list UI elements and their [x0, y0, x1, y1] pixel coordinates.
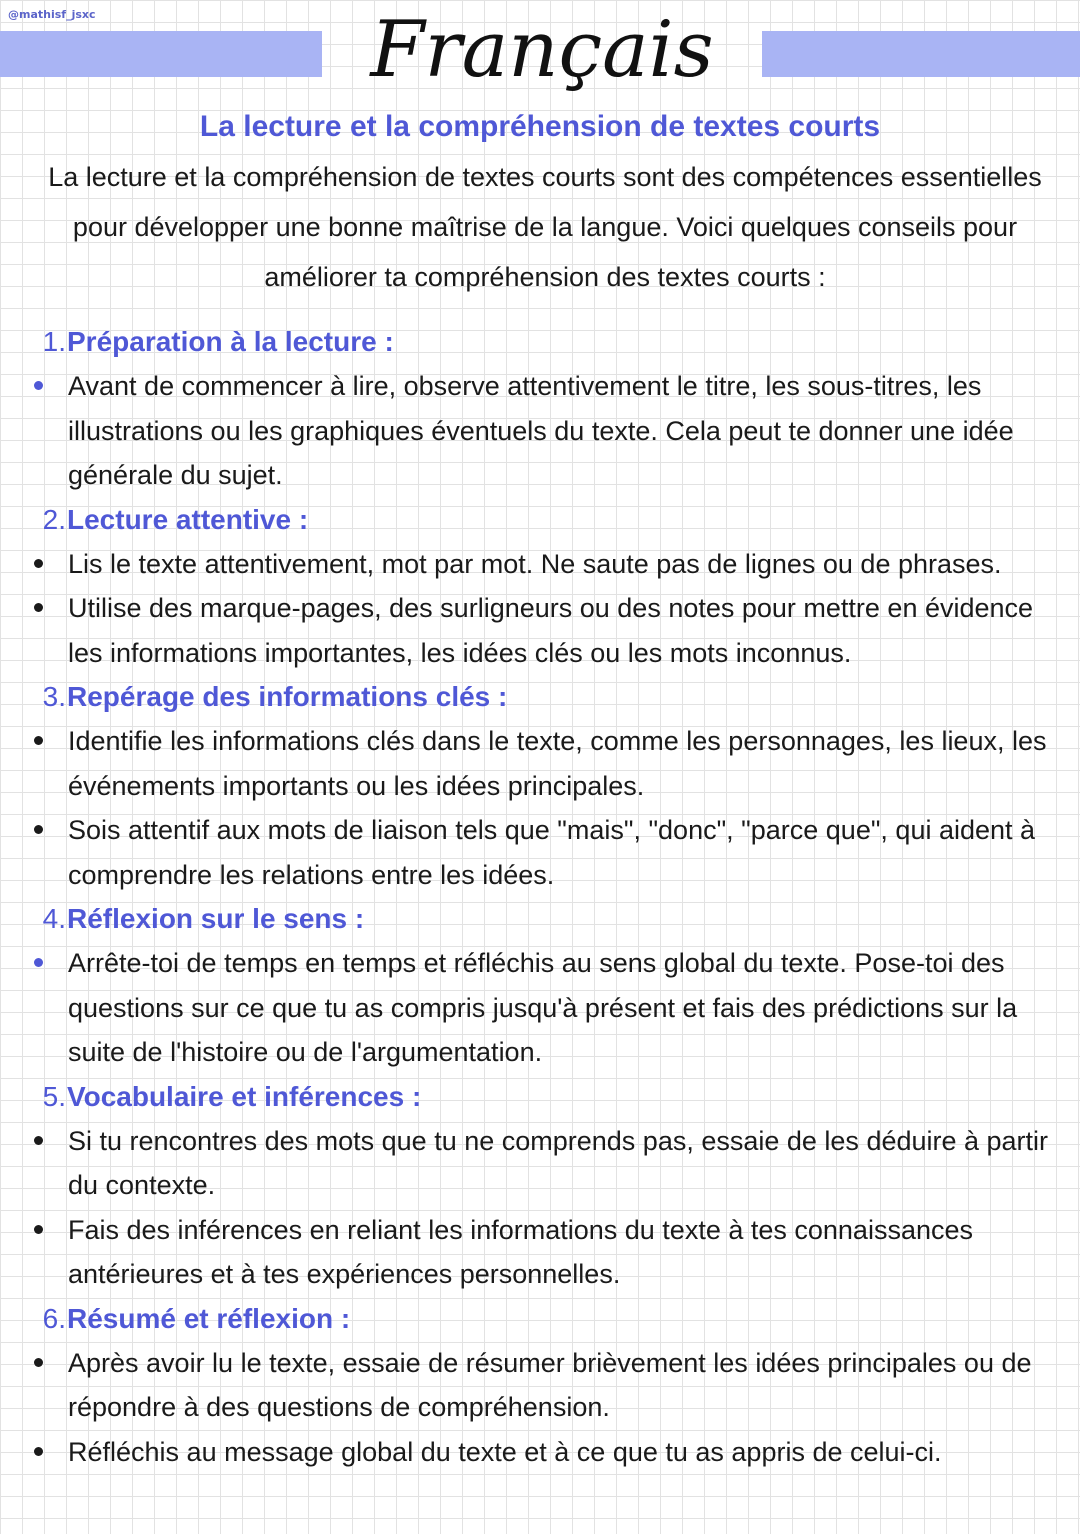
bullet-text: Lis le texte attentivement, mot par mot. Ne saute pas de lignes ou de phrases.	[68, 548, 1002, 579]
section-1	[0, 320, 1080, 498]
section-heading	[0, 1297, 1080, 1341]
bullet-dot	[34, 1358, 43, 1367]
section-number: 6.	[42, 1302, 66, 1334]
lesson-subtitle: La lecture et la compréhension de textes courts	[199, 110, 881, 143]
title-band-right	[762, 31, 1080, 77]
bullet-dot	[34, 381, 43, 390]
section-heading	[0, 675, 1080, 719]
section-title: Lecture attentive :	[67, 503, 309, 535]
section-6	[0, 1297, 1080, 1475]
bullet-item	[0, 1430, 1080, 1475]
bullet-text: Identifie les informations clés dans le texte, comme les personnages, les lieux, les événements importants ou les idées principales.	[68, 726, 1047, 801]
bullet-item	[0, 941, 1080, 1075]
intro-paragraph: La lecture et la compréhension de textes courts sont des compétences essentielles pour développer une bonne maîtrise de la langue. Voici quelques conseils pour améliorer ta compréhension des textes courts :	[48, 162, 1042, 292]
section-number: 3.	[42, 681, 66, 712]
sections-list	[0, 320, 1080, 1474]
bullet-text: Si tu rencontres des mots que tu ne comprends pas, essaie de les déduire à partir du contexte.	[68, 1125, 1049, 1200]
section-title: Résumé et réflexion :	[67, 1302, 351, 1334]
bullet-dot	[34, 1225, 43, 1234]
bullet-text: Utilise des marque-pages, des surligneurs ou des notes pour mettre en évidence les informations importantes, les idées clés ou les mots inconnus.	[68, 593, 1034, 668]
bullet-text: Réfléchis au message global du texte et à ce que tu as appris de celui-ci.	[68, 1436, 942, 1467]
section-title: Préparation à la lecture :	[67, 326, 394, 357]
section-heading	[0, 498, 1080, 542]
section-heading	[0, 1075, 1080, 1119]
section-number: 2.	[42, 503, 66, 535]
bullet-text: Sois attentif aux mots de liaison tels que "mais", "donc", "parce que", qui aident à comprendre les relations entre les idées.	[68, 815, 1036, 890]
section-heading	[0, 897, 1080, 941]
bullet-dot	[34, 825, 43, 834]
section-number: 4.	[42, 903, 66, 934]
section-number: 1.	[42, 326, 66, 357]
page-title: Français	[370, 5, 714, 95]
section-number: 5.	[42, 1080, 66, 1112]
bullet-text: Avant de commencer à lire, observe attentivement le titre, les sous-titres, les illustrations ou les graphiques éventuels du texte. Cela peut te donner une idée générale du sujet.	[68, 371, 1014, 490]
bullet-text: Arrête-toi de temps en temps et réfléchis au sens global du texte. Pose-toi des questions sur ce que tu as compris jusqu'à présent et fais des prédictions sur la suite de l'histoire ou de l'argumentation.	[68, 948, 1018, 1067]
bullet-dot	[34, 958, 43, 967]
bullet-dot	[34, 1136, 43, 1145]
bullet-item	[0, 542, 1080, 587]
section-5	[0, 1075, 1080, 1297]
section-title: Réflexion sur le sens :	[67, 903, 365, 934]
section-title: Repérage des informations clés :	[67, 681, 508, 712]
bullet-dot	[34, 559, 43, 568]
bullet-dot	[34, 736, 43, 745]
bullet-item	[0, 1208, 1080, 1297]
bullet-text: Après avoir lu le texte, essaie de résumer brièvement les idées principales ou de répondre à des questions de compréhension.	[68, 1347, 1032, 1422]
section-2	[0, 498, 1080, 676]
bullet-dot	[34, 1447, 43, 1456]
bullet-item	[0, 364, 1080, 498]
bullet-item	[0, 1341, 1080, 1430]
bullet-item	[0, 586, 1080, 675]
bullet-item	[0, 1119, 1080, 1208]
title-band-left	[0, 31, 322, 77]
bullet-item	[0, 719, 1080, 808]
section-heading	[0, 320, 1080, 364]
section-title: Vocabulaire et inférences :	[67, 1080, 422, 1112]
section-4	[0, 897, 1080, 1075]
author-handle: @mathisf_jsxc	[8, 8, 96, 21]
bullet-item	[0, 808, 1080, 897]
bullet-text: Fais des inférences en reliant les informations du texte à tes connaissances antérieures et à tes expériences personnelles.	[68, 1214, 973, 1289]
bullet-dot	[34, 603, 43, 612]
section-3	[0, 675, 1080, 897]
